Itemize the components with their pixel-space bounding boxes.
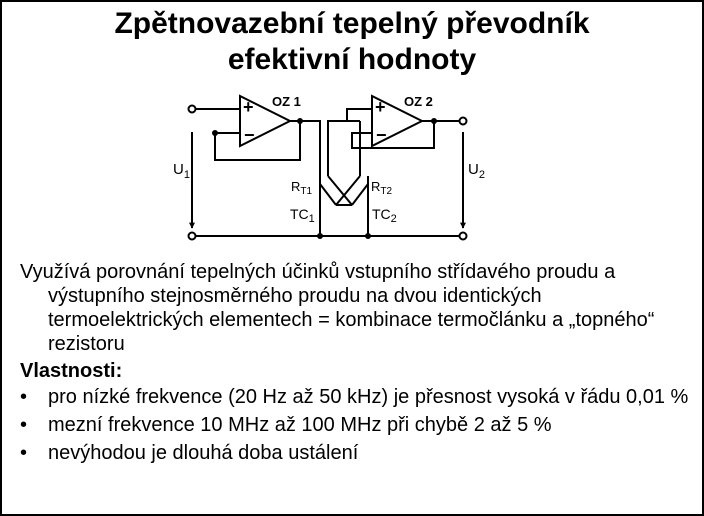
rt1-sub: T1 [300,186,313,197]
list-item [20,385,700,409]
rt2-sub: T2 [380,186,393,197]
tc2-label [372,206,397,225]
u1-label [173,161,190,181]
oz2-plus: + [375,97,386,117]
body-text [20,260,700,469]
tc2-main: TC [372,206,391,222]
title-line-2: efektivní hodnoty [227,43,477,76]
oz2-label: OZ 2 [404,94,433,109]
bullet-mark: • [20,386,28,408]
rt2-main: R [371,179,381,194]
properties-heading: Vlastnosti: [20,360,123,382]
list-item-text: nevýhodou je dlouhá doba ustálení [48,442,359,464]
oz1-plus: + [243,97,254,117]
tc1-label [290,206,315,225]
u2-sub: 2 [478,169,485,181]
list-item-text: pro nízké frekvence (20 Hz až 50 kHz) je přesnost vysoká v řádu 0,01 % [48,386,689,408]
list-item [20,413,700,437]
u1-main: U [173,161,184,178]
oz2-minus: − [376,125,387,145]
u2-main: U [468,161,479,178]
bullet-mark: • [20,442,28,464]
tc2-sub: 2 [390,213,397,225]
circuit-diagram [2,2,702,252]
tc1-sub: 1 [308,213,315,225]
list-item [20,441,700,465]
bullet-mark: • [20,414,28,436]
u2-label [468,161,485,181]
oz1-label: OZ 1 [272,94,301,109]
rt1-main: R [291,179,301,194]
properties-list [20,385,700,465]
circuit-wires [192,109,463,236]
u1-sub: 1 [183,169,190,181]
title-line-1: Zpětnovazební tepelný převodník [114,7,590,40]
rt2-label [371,179,392,197]
description-paragraph: Využívá porovnání tepelných účinků vstupního střídavého proudu a výstupního stejnosměrného proudu na dvou identických termoelektrických elementech = kombinace termočlánku a „topného“ rezistoru [20,261,655,355]
tc1-main: TC [290,206,309,222]
oz1-minus: − [244,125,255,145]
list-item-text: mezní frekvence 10 MHz až 100 MHz při chybě 2 až 5 % [48,414,552,436]
rt1-label [291,179,312,197]
